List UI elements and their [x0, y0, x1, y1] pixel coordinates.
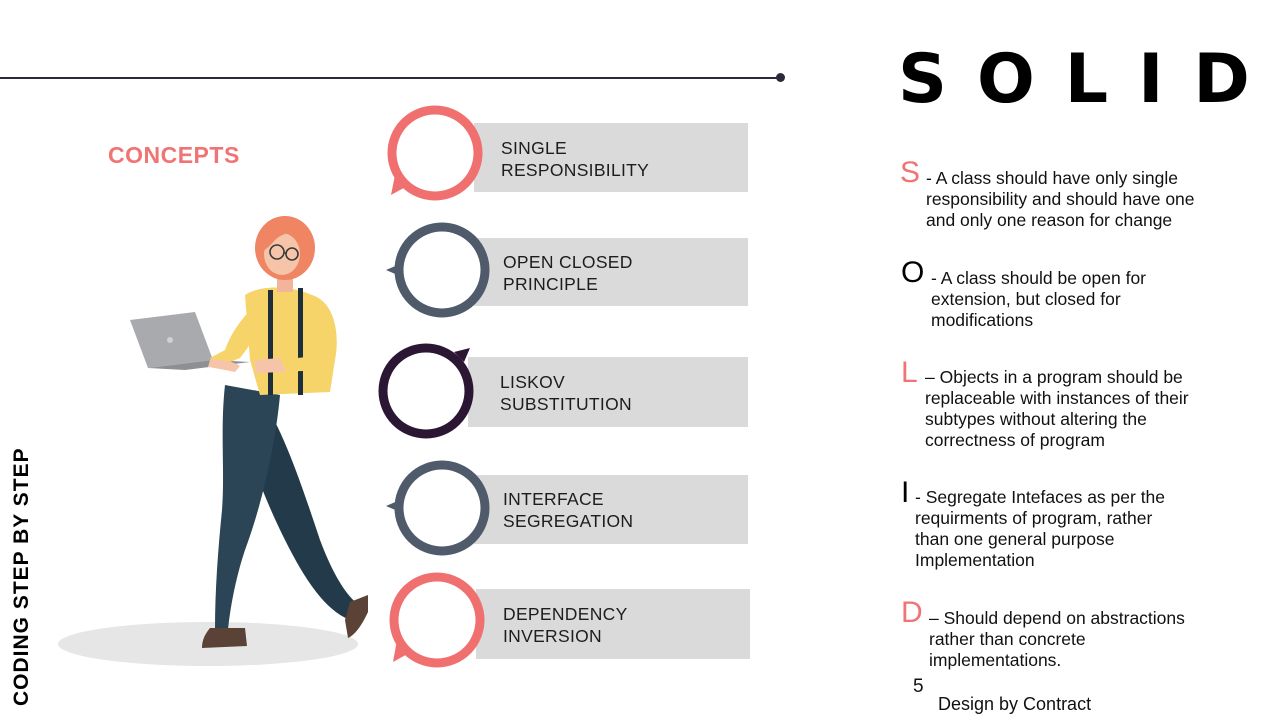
concept-interface-segregation: [382, 460, 750, 560]
person-with-laptop-illustration: [50, 210, 380, 680]
concept-open-closed: [382, 222, 750, 322]
concept-dependency-inversion: [388, 574, 752, 674]
principle-letter: I: [901, 476, 910, 509]
ring-icon: [385, 570, 495, 680]
ring-icon: [386, 456, 496, 566]
concepts-heading: CONCEPTS: [108, 142, 240, 168]
ring-icon: [385, 103, 495, 213]
principle-letter: D: [901, 596, 923, 629]
principle-letter: L: [901, 356, 918, 389]
solid-title: SOLID: [898, 40, 1280, 119]
principle-text: - A class should be open for extension, but closed for modifications: [931, 268, 1146, 330]
ring-icon: [376, 332, 486, 442]
concept-label: SINGLE RESPONSIBILITY: [501, 138, 650, 180]
brand-vertical-text: CODING STEP BY STEP: [10, 447, 33, 706]
concept-label: OPEN CLOSED PRINCIPLE: [503, 252, 633, 294]
ring-icon: [386, 218, 496, 328]
page-number: 5: [913, 676, 924, 697]
principle-letter: S: [900, 156, 921, 189]
principle-letter: O: [901, 256, 925, 289]
principle-text: - A class should have only single responsibility and should have one and only one reason for change: [926, 168, 1195, 230]
principle-text: - Segregate Intefaces as per the requirments of program, rather than one general purpose Implementation: [915, 487, 1166, 570]
concept-single-responsibility: [388, 108, 750, 208]
concept-liskov: [378, 340, 750, 440]
footer-note: Design by Contract: [938, 694, 1092, 714]
concept-label: LISKOV SUBSTITUTION: [500, 372, 632, 414]
principle-text: – Objects in a program should be replaceable with instances of their subtypes without altering the correctness of program: [925, 367, 1189, 450]
concept-label: DEPENDENCY INVERSION: [503, 604, 628, 646]
divider-dot: [776, 73, 785, 82]
concept-label: INTERFACE SEGREGATION: [503, 489, 634, 531]
principle-text: – Should depend on abstractions rather than concrete implementations.: [929, 608, 1185, 670]
divider-line: [0, 77, 780, 79]
